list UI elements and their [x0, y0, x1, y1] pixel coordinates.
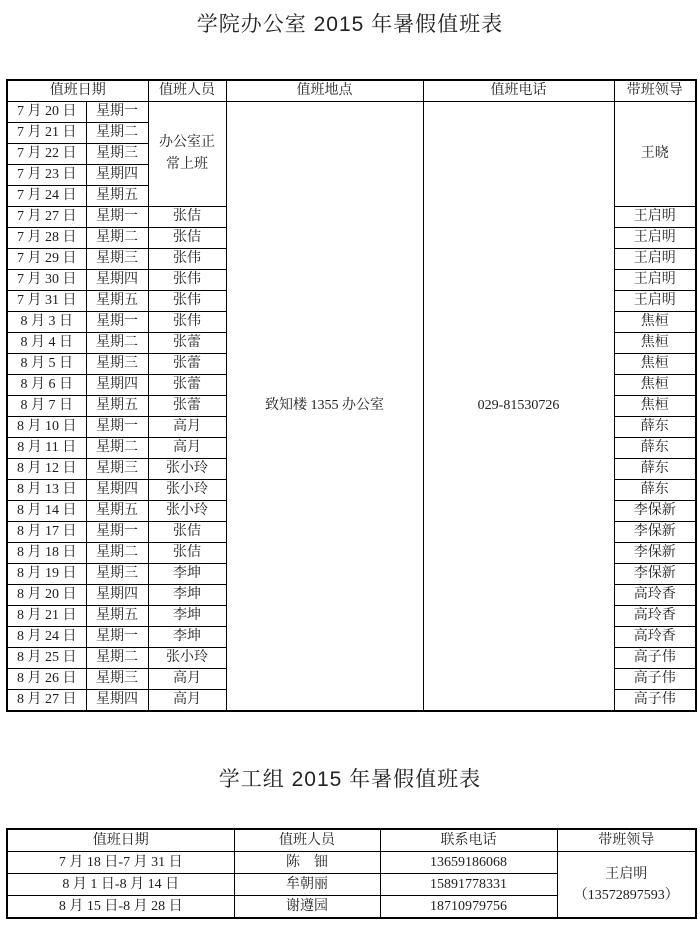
- weekday-cell: 星期三: [86, 564, 148, 585]
- leader-cell: 焦桓: [614, 354, 696, 375]
- weekday-cell: 星期二: [86, 648, 148, 669]
- leader-cell: 焦桓: [614, 375, 696, 396]
- weekday-cell: 星期三: [86, 669, 148, 690]
- person-cell: 李坤: [148, 606, 226, 627]
- office-table-title: 学院办公室 2015 年暑假值班表: [196, 13, 504, 36]
- duty-date-cell: 8 月 17 日: [7, 522, 86, 543]
- phone-cell: 13659186068: [380, 852, 557, 874]
- person-cell: 张伟: [148, 312, 226, 333]
- col-header-contact-phone: 联系电话: [380, 829, 557, 852]
- col-header-duty-leader: 带班领导: [614, 80, 696, 102]
- person-cell: 张蕾: [148, 375, 226, 396]
- weekday-cell: 星期一: [86, 312, 148, 333]
- weekday-cell: 星期四: [86, 270, 148, 291]
- location-cell-merged: 致知楼 1355 办公室: [226, 102, 423, 712]
- leader-cell: 李保新: [614, 501, 696, 522]
- weekday-cell: 星期一: [86, 102, 148, 123]
- leader-cell: 高玲香: [614, 606, 696, 627]
- person-cell: 李坤: [148, 585, 226, 606]
- leader-cell: 高子伟: [614, 669, 696, 690]
- duty-date-cell: 8 月 4 日: [7, 333, 86, 354]
- leader-cell-merged: [557, 852, 696, 919]
- person-cell: 李坤: [148, 564, 226, 585]
- person-cell: 张伟: [148, 249, 226, 270]
- weekday-cell: 星期三: [86, 354, 148, 375]
- leader-cell: 薛东: [614, 417, 696, 438]
- duty-dates-cell: 8 月 15 日-8 月 28 日: [7, 896, 234, 919]
- duty-dates-cell: 7 月 18 日-7 月 31 日: [7, 852, 234, 874]
- weekday-cell: 星期三: [86, 459, 148, 480]
- leader-name: 王启明: [605, 866, 648, 882]
- person-cell: 高月: [148, 438, 226, 459]
- leader-cell: 高玲香: [614, 585, 696, 606]
- leader-cell: 薛东: [614, 459, 696, 480]
- duty-date-cell: 8 月 13 日: [7, 480, 86, 501]
- weekday-cell: 星期二: [86, 333, 148, 354]
- person-cell: 张佶: [148, 543, 226, 564]
- leader-cell: 王启明: [614, 270, 696, 291]
- duty-date-cell: 8 月 3 日: [7, 312, 86, 333]
- leader-cell: 薛东: [614, 480, 696, 501]
- person-cell: 李坤: [148, 627, 226, 648]
- col-header-duty-person: 值班人员: [148, 80, 226, 102]
- phone-cell: 18710979756: [380, 896, 557, 919]
- weekday-cell: 星期二: [86, 543, 148, 564]
- weekday-cell: 星期五: [86, 606, 148, 627]
- col-header-duty-person: 值班人员: [234, 829, 380, 852]
- leader-cell: 李保新: [614, 522, 696, 543]
- leader-cell: 薛东: [614, 438, 696, 459]
- duty-date-cell: 8 月 14 日: [7, 501, 86, 522]
- leader-cell: 王启明: [614, 207, 696, 228]
- weekday-cell: 星期四: [86, 165, 148, 186]
- duty-date-cell: 7 月 20 日: [7, 102, 86, 123]
- duty-date-cell: 8 月 26 日: [7, 669, 86, 690]
- leader-cell: 高子伟: [614, 648, 696, 669]
- duty-date-cell: 7 月 29 日: [7, 249, 86, 270]
- weekday-cell: 星期一: [86, 417, 148, 438]
- weekday-cell: 星期四: [86, 585, 148, 606]
- leader-cell: 高子伟: [614, 690, 696, 712]
- duty-date-cell: 8 月 24 日: [7, 627, 86, 648]
- phone-cell: 15891778331: [380, 874, 557, 896]
- col-header-duty-location: 值班地点: [226, 80, 423, 102]
- duty-date-cell: 8 月 19 日: [7, 564, 86, 585]
- group-table-title: 学工组 2015 年暑假值班表: [218, 768, 482, 791]
- person-cell: 张佶: [148, 207, 226, 228]
- duty-date-cell: 8 月 10 日: [7, 417, 86, 438]
- person-cell: 谢遵园: [234, 896, 380, 919]
- leader-cell: 王启明: [614, 291, 696, 312]
- person-cell: 牟朝丽: [234, 874, 380, 896]
- leader-cell: 李保新: [614, 543, 696, 564]
- weekday-cell: 星期二: [86, 123, 148, 144]
- office-table-header: [7, 80, 696, 102]
- duty-date-cell: 7 月 30 日: [7, 270, 86, 291]
- duty-date-cell: 8 月 5 日: [7, 354, 86, 375]
- leader-cell: 高玲香: [614, 627, 696, 648]
- duty-date-cell: 8 月 27 日: [7, 690, 86, 712]
- duty-date-cell: 8 月 25 日: [7, 648, 86, 669]
- duty-row: [7, 102, 696, 123]
- duty-date-cell: 7 月 28 日: [7, 228, 86, 249]
- weekday-cell: 星期五: [86, 396, 148, 417]
- duty-date-cell: 7 月 31 日: [7, 291, 86, 312]
- leader-cell: 李保新: [614, 564, 696, 585]
- leader-cell: 焦桓: [614, 396, 696, 417]
- duty-dates-cell: 8 月 1 日-8 月 14 日: [7, 874, 234, 896]
- group-duty-table: [6, 828, 697, 919]
- duty-date-cell: 8 月 21 日: [7, 606, 86, 627]
- leader-cell-merged: 王晓: [614, 102, 696, 207]
- person-cell: 张佶: [148, 228, 226, 249]
- phone-cell-merged: 029-81530726: [423, 102, 614, 712]
- leader-cell: 焦桓: [614, 312, 696, 333]
- weekday-cell: 星期三: [86, 144, 148, 165]
- weekday-cell: 星期一: [86, 522, 148, 543]
- leader-cell: 王启明: [614, 249, 696, 270]
- person-cell: 高月: [148, 669, 226, 690]
- duty-date-cell: 7 月 27 日: [7, 207, 86, 228]
- header-row: [7, 80, 696, 102]
- duty-date-cell: 8 月 20 日: [7, 585, 86, 606]
- weekday-cell: 星期一: [86, 207, 148, 228]
- person-cell: 张小玲: [148, 459, 226, 480]
- person-cell: 张佶: [148, 522, 226, 543]
- person-cell: 张蕾: [148, 333, 226, 354]
- weekday-cell: 星期五: [86, 501, 148, 522]
- leader-cell: 焦桓: [614, 333, 696, 354]
- weekday-cell: 星期四: [86, 375, 148, 396]
- office-duty-table: [6, 79, 697, 712]
- weekday-cell: 星期四: [86, 480, 148, 501]
- person-cell-merged: 办公室正常上班: [148, 102, 226, 207]
- person-cell: 张小玲: [148, 648, 226, 669]
- duty-date-cell: 7 月 23 日: [7, 165, 86, 186]
- weekday-cell: 星期五: [86, 186, 148, 207]
- person-cell: 高月: [148, 690, 226, 712]
- person-cell: 张伟: [148, 270, 226, 291]
- weekday-cell: 星期二: [86, 228, 148, 249]
- col-header-duty-leader: 带班领导: [557, 829, 696, 852]
- weekday-cell: 星期一: [86, 627, 148, 648]
- leader-cell: 王启明: [614, 228, 696, 249]
- col-header-duty-date: 值班日期: [7, 80, 148, 102]
- col-header-duty-dates: 值班日期: [7, 829, 234, 852]
- duty-date-cell: 8 月 6 日: [7, 375, 86, 396]
- person-cell: 张蕾: [148, 396, 226, 417]
- weekday-cell: 星期二: [86, 438, 148, 459]
- weekday-cell: 星期五: [86, 291, 148, 312]
- duty-date-cell: 7 月 21 日: [7, 123, 86, 144]
- duty-date-cell: 8 月 18 日: [7, 543, 86, 564]
- duty-date-cell: 8 月 11 日: [7, 438, 86, 459]
- person-cell: 陈 钿: [234, 852, 380, 874]
- group-table-header: [7, 829, 696, 852]
- person-cell: 张蕾: [148, 354, 226, 375]
- header-row: [7, 829, 696, 852]
- leader-phone: （13572897593）: [573, 887, 679, 903]
- col-header-duty-phone: 值班电话: [423, 80, 614, 102]
- person-cell: 张小玲: [148, 501, 226, 522]
- duty-row: [7, 852, 696, 874]
- duty-date-cell: 8 月 7 日: [7, 396, 86, 417]
- person-cell: 高月: [148, 417, 226, 438]
- person-cell: 张伟: [148, 291, 226, 312]
- duty-date-cell: 8 月 12 日: [7, 459, 86, 480]
- person-cell: 张小玲: [148, 480, 226, 501]
- duty-date-cell: 7 月 24 日: [7, 186, 86, 207]
- weekday-cell: 星期四: [86, 690, 148, 712]
- duty-date-cell: 7 月 22 日: [7, 144, 86, 165]
- weekday-cell: 星期三: [86, 249, 148, 270]
